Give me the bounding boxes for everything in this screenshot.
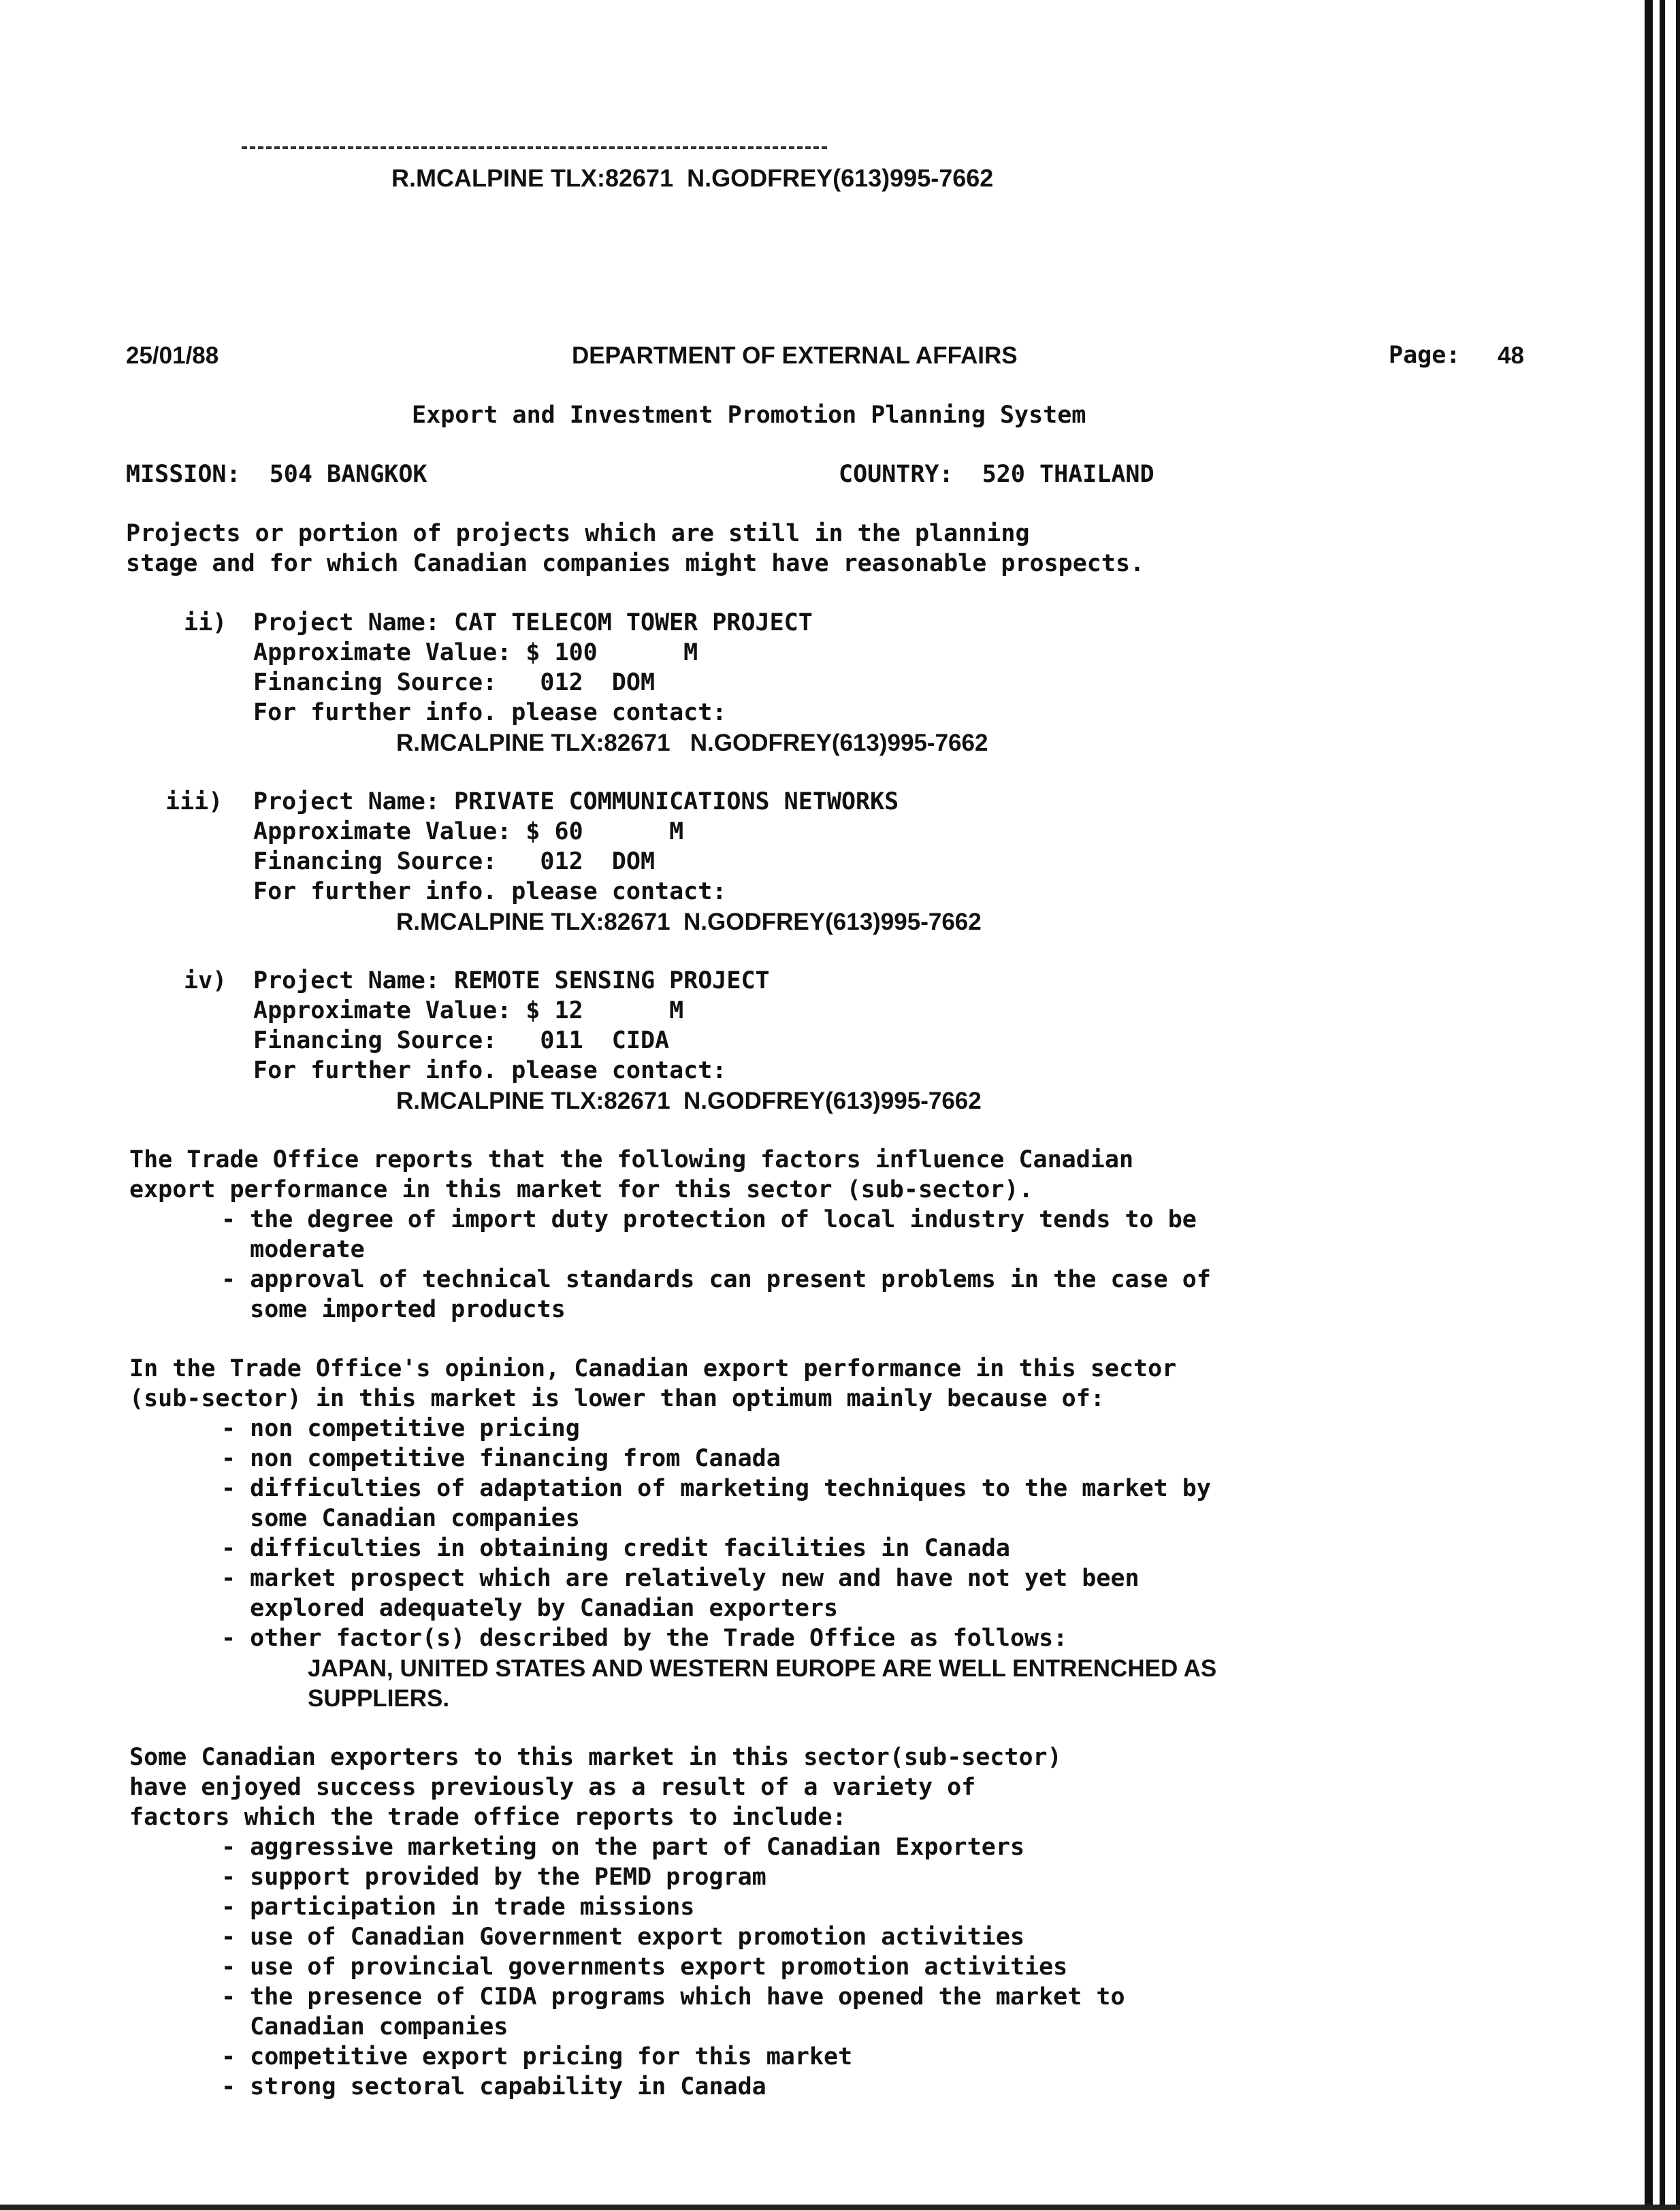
project-number: iv) xyxy=(184,967,227,994)
project-contact-label: For further info. please contact: xyxy=(253,699,727,726)
opinion-text: In the Trade Office's opinion, Canadian export performance in this sector xyxy=(129,1355,1177,1382)
project-number: ii) xyxy=(184,609,227,636)
success-text: Some Canadian exporters to this market in this sector(sub-sector) xyxy=(129,1744,1062,1771)
opinion-bullet: - non competitive pricing xyxy=(221,1415,580,1442)
scan-edge-gap xyxy=(1665,0,1676,2210)
project-value: Approximate Value: $ 60 M xyxy=(253,818,684,845)
country: COUNTRY: 520 THAILAND xyxy=(839,461,1154,488)
other-factor-text: SUPPLIERS. xyxy=(308,1685,450,1712)
success-bullet: - competitive export pricing for this market xyxy=(221,2043,853,2070)
cut-off-text-line xyxy=(242,146,827,155)
success-bullet: Canadian companies xyxy=(221,2013,508,2041)
other-factor-text: JAPAN, UNITED STATES AND WESTERN EUROPE ARE WELL ENTRENCHED AS xyxy=(308,1655,1217,1682)
success-bullet: - support provided by the PEMD program xyxy=(221,1864,766,1891)
project-contact-label: For further info. please contact: xyxy=(253,1057,727,1084)
factors-bullet: moderate xyxy=(221,1236,365,1263)
page-label: Page: xyxy=(1389,342,1461,369)
project-contact: R.MCALPINE TLX:82671 N.GODFREY(613)995-7662 xyxy=(396,1088,982,1114)
opinion-bullet: explored adequately by Canadian exporters xyxy=(221,1595,839,1622)
scan-edge-bar xyxy=(1645,0,1653,2210)
opinion-text: (sub-sector) in this market is lower than optimum mainly because of: xyxy=(129,1385,1105,1412)
intro-line: Projects or portion of projects which are still in the planning xyxy=(126,520,1030,547)
success-bullet: - participation in trade missions xyxy=(221,1894,695,1921)
department-title: DEPARTMENT OF EXTERNAL AFFAIRS xyxy=(572,342,1018,369)
factors-bullet: some imported products xyxy=(221,1296,566,1323)
opinion-bullet: - difficulties of adaptation of marketing techniques to the market by xyxy=(221,1475,1211,1502)
opinion-bullet: - other factor(s) described by the Trade Office as follows: xyxy=(221,1625,1068,1652)
opinion-bullet: - market prospect which are relatively new and have not yet been xyxy=(221,1565,1140,1592)
success-text: have enjoyed success previously as a result of a variety of xyxy=(129,1774,976,1801)
project-contact: R.MCALPINE TLX:82671 N.GODFREY(613)995-7662 xyxy=(396,730,988,756)
system-title: Export and Investment Promotion Planning System xyxy=(412,402,1086,429)
scan-bottom-edge xyxy=(0,2205,1680,2210)
project-financing: Financing Source: 012 DOM xyxy=(253,669,656,696)
success-text: factors which the trade office reports to include: xyxy=(129,1804,847,1831)
project-name: Project Name: REMOTE SENSING PROJECT xyxy=(253,967,770,994)
project-value: Approximate Value: $ 100 M xyxy=(253,639,698,666)
success-bullet: - use of Canadian Government export promotion activities xyxy=(221,1923,1025,1951)
project-contact: R.MCALPINE TLX:82671 N.GODFREY(613)995-7662 xyxy=(396,909,982,935)
opinion-bullet: some Canadian companies xyxy=(221,1505,580,1532)
factors-bullet: - the degree of import duty protection of local industry tends to be xyxy=(221,1206,1197,1233)
factors-bullet: - approval of technical standards can present problems in the case of xyxy=(221,1266,1211,1293)
project-financing: Financing Source: 012 DOM xyxy=(253,848,656,875)
success-bullet: - the presence of CIDA programs which have opened the market to xyxy=(221,1983,1125,2011)
success-bullet: - strong sectoral capability in Canada xyxy=(221,2073,766,2100)
project-name: Project Name: PRIVATE COMMUNICATIONS NETWORKS xyxy=(253,788,899,815)
intro-line: stage and for which Canadian companies might have reasonable prospects. xyxy=(126,550,1145,577)
factors-text: The Trade Office reports that the following factors influence Canadian xyxy=(129,1146,1134,1173)
top-contact: R.MCALPINE TLX:82671 N.GODFREY(613)995-7662 xyxy=(391,164,994,192)
report-date: 25/01/88 xyxy=(126,342,219,369)
page-number: 48 xyxy=(1498,342,1524,369)
opinion-bullet: - difficulties in obtaining credit facilities in Canada xyxy=(221,1535,1010,1562)
project-number: iii) xyxy=(165,788,223,815)
opinion-bullet: - non competitive financing from Canada xyxy=(221,1445,781,1472)
factors-text: export performance in this market for this sector (sub-sector). xyxy=(129,1176,1033,1203)
project-contact-label: For further info. please contact: xyxy=(253,878,727,905)
project-value: Approximate Value: $ 12 M xyxy=(253,997,684,1024)
success-bullet: - use of provincial governments export promotion activities xyxy=(221,1953,1068,1981)
success-bullet: - aggressive marketing on the part of Canadian Exporters xyxy=(221,1834,1025,1861)
mission: MISSION: 504 BANGKOK xyxy=(126,461,427,488)
project-name: Project Name: CAT TELECOM TOWER PROJECT xyxy=(253,609,813,636)
project-financing: Financing Source: 011 CIDA xyxy=(253,1027,670,1054)
